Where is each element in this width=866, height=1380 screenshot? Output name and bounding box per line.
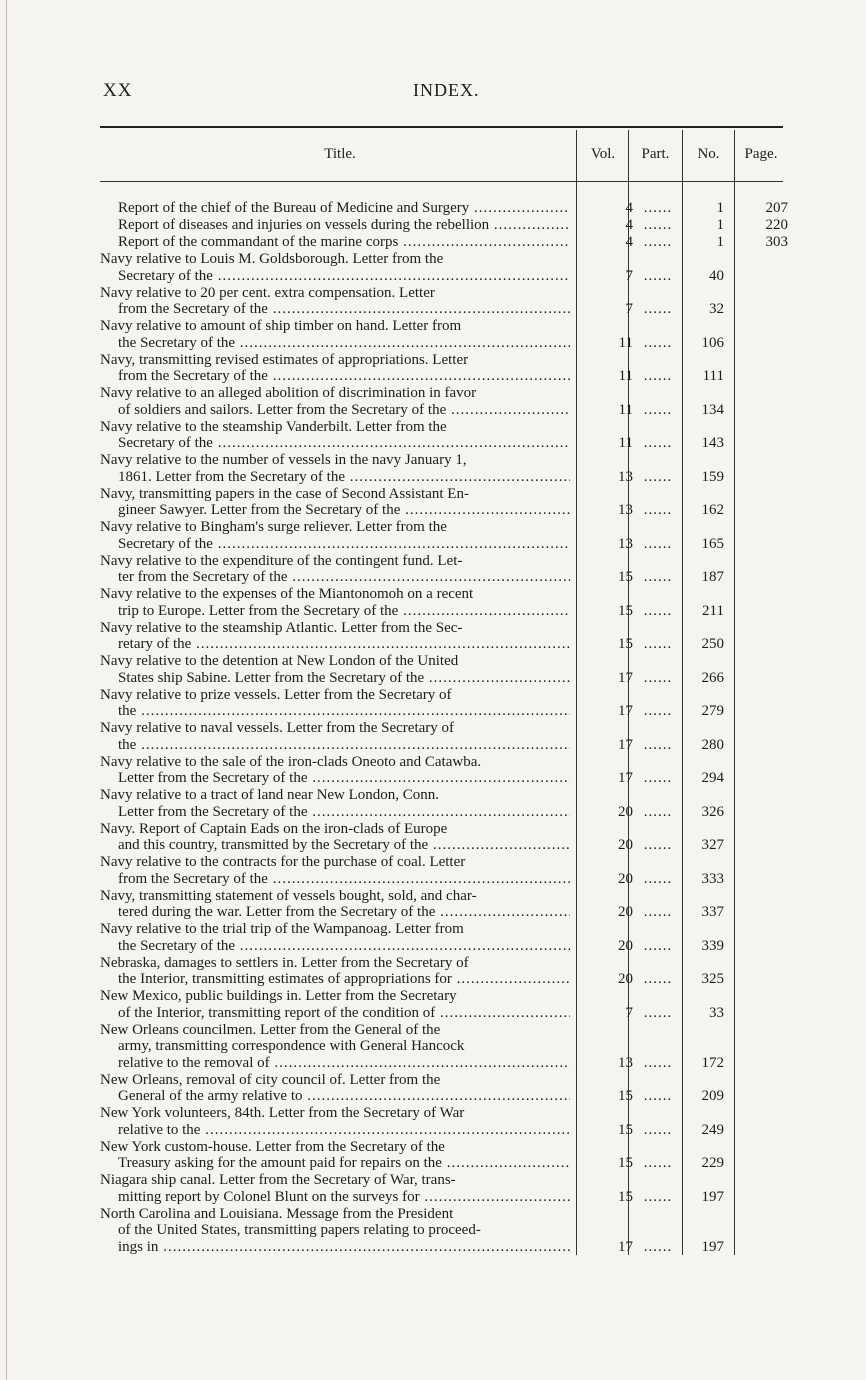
entry-part: ...... bbox=[643, 602, 673, 619]
entry-title-line: the ..... bbox=[100, 703, 570, 720]
index-entry bbox=[100, 754, 790, 787]
entry-no: 211 bbox=[702, 602, 724, 619]
entry-part: ...... bbox=[643, 569, 673, 585]
entry-title-line: New York custom-house. Letter from the Secretary of the bbox=[100, 1138, 445, 1155]
entry-title-line: of the United States, transmitting papers relating to proceed- bbox=[118, 1222, 481, 1238]
entry-no: 1 bbox=[716, 234, 724, 250]
entry-part: ...... bbox=[643, 803, 673, 820]
entry-no: 172 bbox=[701, 1054, 724, 1071]
entry-title-line: Navy relative to the detention at New London of the United bbox=[100, 653, 459, 669]
index-entry bbox=[100, 352, 790, 385]
entry-vol: 13 bbox=[618, 468, 633, 485]
entry-title-line: ter from the Secretary of the ..... bbox=[100, 569, 570, 586]
index-entry bbox=[100, 318, 790, 351]
entry-no: 143 bbox=[701, 435, 724, 451]
entry-vol: 15 bbox=[618, 569, 633, 585]
entry-title-line: Secretary of the ..... bbox=[100, 536, 570, 553]
entry-title-line: Report of diseases and injuries on vessels during the rebellion ..... bbox=[100, 217, 570, 234]
entry-title-line: army, transmitting correspondence with General Hancock bbox=[118, 1038, 465, 1054]
index-entry bbox=[100, 251, 790, 284]
entry-part: ...... bbox=[643, 267, 673, 284]
entry-page: 220 bbox=[765, 217, 788, 233]
entry-vol: 11 bbox=[618, 334, 633, 351]
entry-title-line: from the Secretary of the ..... bbox=[100, 368, 570, 385]
entry-part: ...... bbox=[643, 971, 673, 987]
index-entry bbox=[100, 955, 790, 988]
entry-title-line: relative to the removal of ..... bbox=[100, 1055, 570, 1072]
entry-title-line: Navy. Report of Captain Eads on the iron-clads of Europe bbox=[100, 820, 448, 837]
entry-no: 1 bbox=[716, 200, 724, 216]
entry-title-line: gineer Sawyer. Letter from the Secretary of the ..... bbox=[100, 502, 570, 519]
index-entry bbox=[100, 234, 790, 251]
entry-no: 326 bbox=[701, 803, 724, 820]
entry-no: 250 bbox=[701, 636, 724, 652]
entry-vol: 13 bbox=[618, 535, 633, 552]
entry-title-line: Navy, transmitting statement of vessels bought, sold, and char- bbox=[100, 887, 477, 904]
entry-vol: 15 bbox=[618, 636, 633, 652]
entry-part: ...... bbox=[643, 234, 673, 250]
entry-no: 197 bbox=[701, 1238, 724, 1255]
entry-part: ...... bbox=[643, 301, 673, 317]
entry-title-line: Navy relative to the steamship Vanderbilt. Letter from the bbox=[100, 418, 447, 435]
entry-title-line: tered during the war. Letter from the Secretary of the ..... bbox=[100, 904, 570, 921]
entry-title-line: New Orleans councilmen. Letter from the General of the bbox=[100, 1021, 441, 1038]
column-header-vol: Vol. bbox=[590, 146, 616, 162]
index-entry bbox=[100, 787, 790, 820]
index-entry bbox=[100, 1022, 790, 1072]
entry-title-line: from the Secretary of the ..... bbox=[100, 871, 570, 888]
entry-vol: 15 bbox=[618, 1121, 633, 1138]
index-entry bbox=[100, 452, 790, 485]
entry-part: ...... bbox=[643, 535, 673, 552]
entry-part: ...... bbox=[643, 636, 673, 652]
entry-part: ...... bbox=[643, 1155, 673, 1171]
entry-vol: 7 bbox=[625, 301, 633, 317]
entry-vol: 7 bbox=[625, 267, 633, 284]
index-entry bbox=[100, 888, 790, 921]
index-entry bbox=[100, 1105, 790, 1138]
entry-vol: 11 bbox=[618, 368, 633, 384]
entry-no: 40 bbox=[709, 267, 724, 284]
entry-title-line: the ..... bbox=[100, 737, 570, 754]
entry-no: 339 bbox=[701, 937, 724, 954]
entry-part: ...... bbox=[643, 1004, 673, 1021]
entry-vol: 13 bbox=[618, 1054, 633, 1071]
entry-title-line: Navy relative to Bingham's surge reliever. Letter from the bbox=[100, 519, 447, 535]
entry-title-line: of the Interior, transmitting report of the condition of ..... bbox=[100, 1005, 570, 1022]
entry-title-line: relative to the ..... bbox=[100, 1122, 570, 1139]
column-header-page: Page. bbox=[744, 146, 778, 162]
entry-part: ...... bbox=[643, 669, 673, 686]
entry-part: ...... bbox=[643, 837, 673, 853]
entry-title-line: Navy relative to the expenses of the Miantonomoh on a recent bbox=[100, 586, 474, 602]
entry-part: ...... bbox=[643, 1088, 673, 1104]
index-entry bbox=[100, 988, 790, 1021]
entry-no: 165 bbox=[701, 535, 724, 552]
entry-vol: 17 bbox=[618, 770, 633, 786]
index-entry bbox=[100, 486, 790, 519]
entry-no: 209 bbox=[701, 1088, 724, 1104]
index-entry bbox=[100, 217, 790, 234]
entry-no: 333 bbox=[701, 870, 724, 887]
entry-part: ...... bbox=[643, 703, 673, 719]
entry-title-line: Navy relative to prize vessels. Letter from the Secretary of bbox=[100, 686, 452, 703]
entry-vol: 17 bbox=[618, 703, 633, 719]
index-entry bbox=[100, 586, 790, 619]
entry-part: ...... bbox=[643, 736, 673, 753]
entry-no: 294 bbox=[701, 770, 724, 786]
index-entry bbox=[100, 653, 790, 686]
entry-part: ...... bbox=[643, 1188, 673, 1205]
entry-part: ...... bbox=[643, 904, 673, 920]
entry-vol: 15 bbox=[618, 1155, 633, 1171]
entry-part: ...... bbox=[643, 937, 673, 954]
entry-part: ...... bbox=[643, 217, 673, 233]
entry-no: 162 bbox=[701, 502, 724, 518]
entry-part: ...... bbox=[643, 334, 673, 351]
entry-vol: 11 bbox=[618, 435, 633, 451]
entry-vol: 17 bbox=[618, 669, 633, 686]
entry-title-line: Report of the chief of the Bureau of Medicine and Surgery ..... bbox=[100, 200, 570, 217]
entry-vol: 20 bbox=[618, 904, 633, 920]
column-header-no: No. bbox=[697, 146, 720, 162]
index-entry bbox=[100, 620, 790, 653]
entry-vol: 4 bbox=[625, 217, 633, 233]
page-number: XX bbox=[103, 80, 133, 101]
entry-vol: 20 bbox=[618, 803, 633, 820]
entry-title-line: States ship Sabine. Letter from the Secretary of the ..... bbox=[100, 670, 570, 687]
entry-title-line: Navy relative to the contracts for the purchase of coal. Letter bbox=[100, 854, 466, 870]
entry-vol: 20 bbox=[618, 837, 633, 853]
entry-vol: 4 bbox=[625, 200, 633, 216]
index-entry bbox=[100, 553, 790, 586]
entry-title-line: Navy relative to 20 per cent. extra compensation. Letter bbox=[100, 284, 435, 301]
entry-no: 187 bbox=[701, 569, 724, 585]
index-entry bbox=[100, 419, 790, 452]
entry-title-line: Navy relative to the expenditure of the contingent fund. Let- bbox=[100, 552, 463, 569]
entry-no: 266 bbox=[701, 669, 724, 686]
index-entry bbox=[100, 720, 790, 753]
entry-title-line: Letter from the Secretary of the ..... bbox=[100, 770, 570, 787]
entry-vol: 20 bbox=[618, 937, 633, 954]
entry-vol: 17 bbox=[618, 1238, 633, 1255]
entry-vol: 11 bbox=[618, 401, 633, 418]
page-edge bbox=[6, 0, 7, 1380]
entry-no: 106 bbox=[701, 334, 724, 351]
entry-no: 197 bbox=[701, 1188, 724, 1205]
entry-title-line: New York volunteers, 84th. Letter from the Secretary of War bbox=[100, 1105, 465, 1121]
index-entry bbox=[100, 1172, 790, 1205]
entry-title-line: Navy relative to amount of ship timber on hand. Letter from bbox=[100, 318, 462, 334]
index-entry bbox=[100, 385, 790, 418]
entry-part: ...... bbox=[643, 1121, 673, 1138]
entry-title-line: Navy relative to the number of vessels in the navy January 1, bbox=[100, 452, 467, 468]
entry-vol: 15 bbox=[618, 1188, 633, 1205]
entry-vol: 20 bbox=[618, 870, 633, 887]
entry-title-line: Navy relative to the sale of the iron-clads Oneoto and Catawba. bbox=[100, 753, 482, 770]
entry-title-line: Niagara ship canal. Letter from the Secretary of War, trans- bbox=[100, 1172, 456, 1188]
entry-vol: 15 bbox=[618, 602, 633, 619]
entry-vol: 17 bbox=[618, 736, 633, 753]
entry-no: 134 bbox=[701, 401, 724, 418]
entry-vol: 13 bbox=[618, 502, 633, 518]
entry-part: ...... bbox=[643, 770, 673, 786]
entry-title-line: Navy relative to Louis M. Goldsborough. Letter from the bbox=[100, 251, 444, 267]
index-entry bbox=[100, 1139, 790, 1172]
entry-part: ...... bbox=[643, 1054, 673, 1071]
entry-part: ...... bbox=[643, 401, 673, 418]
entry-title-line: New Orleans, removal of city council of. Letter from the bbox=[100, 1071, 441, 1088]
column-header-title: Title. bbox=[324, 146, 356, 162]
entry-no: 33 bbox=[709, 1004, 724, 1021]
column-header-part: Part. bbox=[641, 146, 670, 162]
index-entry bbox=[100, 687, 790, 720]
index-entry bbox=[100, 1206, 790, 1256]
entry-title-line: Navy, transmitting revised estimates of appropriations. Letter bbox=[100, 351, 469, 368]
entry-part: ...... bbox=[643, 435, 673, 451]
entry-title-line: Secretary of the ..... bbox=[100, 268, 570, 285]
entry-page: 207 bbox=[765, 200, 788, 216]
entry-title-line: New Mexico, public buildings in. Letter from the Secretary bbox=[100, 988, 457, 1004]
entry-no: 249 bbox=[701, 1121, 724, 1138]
entry-part: ...... bbox=[643, 1238, 673, 1255]
entry-vol: 4 bbox=[625, 234, 633, 250]
top-rule bbox=[100, 126, 783, 128]
index-entry bbox=[100, 200, 790, 217]
entry-title-line: Secretary of the ..... bbox=[100, 435, 570, 452]
entry-vol: 7 bbox=[625, 1004, 633, 1021]
entry-vol: 15 bbox=[618, 1088, 633, 1104]
entry-no: 229 bbox=[701, 1155, 724, 1171]
entry-vol: 20 bbox=[618, 971, 633, 987]
entry-part: ...... bbox=[643, 200, 673, 216]
entry-part: ...... bbox=[643, 870, 673, 887]
index-entry bbox=[100, 921, 790, 954]
entry-title-line: North Carolina and Louisiana. Message from the President bbox=[100, 1205, 454, 1222]
entry-title-line: the Secretary of the ..... bbox=[100, 335, 570, 352]
entry-title-line: and this country, transmitted by the Secretary of the ..... bbox=[100, 837, 570, 854]
entry-title-line: retary of the ..... bbox=[100, 636, 570, 653]
entry-part: ...... bbox=[643, 368, 673, 384]
entry-title-line: Letter from the Secretary of the ..... bbox=[100, 804, 570, 821]
entry-title-line: Navy relative to the trial trip of the Wampanoag. Letter from bbox=[100, 921, 464, 937]
entry-no: 325 bbox=[701, 971, 724, 987]
entry-title-line: Navy relative to a tract of land near New London, Conn. bbox=[100, 787, 440, 803]
index-entry bbox=[100, 519, 790, 552]
entry-title-line: from the Secretary of the ..... bbox=[100, 301, 570, 318]
entry-title-line: the Secretary of the ..... bbox=[100, 938, 570, 955]
entry-no: 111 bbox=[702, 368, 724, 384]
page-header bbox=[103, 80, 776, 106]
header-rule bbox=[100, 181, 783, 182]
entry-no: 279 bbox=[701, 703, 724, 719]
entry-title-line: General of the army relative to ..... bbox=[100, 1088, 570, 1105]
entry-title-line: Treasury asking for the amount paid for repairs on the ..... bbox=[100, 1155, 570, 1172]
entry-no: 32 bbox=[709, 301, 724, 317]
entry-no: 337 bbox=[701, 904, 724, 920]
entry-title-line: of soldiers and sailors. Letter from the Secretary of the ..... bbox=[100, 402, 570, 419]
running-title: INDEX. bbox=[413, 80, 480, 100]
entry-title-line: Navy relative to naval vessels. Letter from the Secretary of bbox=[100, 720, 455, 736]
entry-title-line: Navy relative to the steamship Atlantic. Letter from the Sec- bbox=[100, 619, 463, 636]
entry-title-line: trip to Europe. Letter from the Secretary of the ..... bbox=[100, 603, 570, 620]
entry-title-line: Navy relative to an alleged abolition of discrimination in favor bbox=[100, 385, 477, 401]
index-entry bbox=[100, 854, 790, 887]
entry-no: 1 bbox=[716, 217, 724, 233]
entry-title-line: Nebraska, damages to settlers in. Letter from the Secretary of bbox=[100, 954, 469, 971]
entry-page: 303 bbox=[765, 234, 788, 250]
entry-title-line: the Interior, transmitting estimates of appropriations for ..... bbox=[100, 971, 570, 988]
entry-title-line: mitting report by Colonel Blunt on the surveys for ..... bbox=[100, 1189, 570, 1206]
entry-no: 327 bbox=[701, 837, 724, 853]
entry-no: 280 bbox=[701, 736, 724, 753]
entry-part: ...... bbox=[643, 468, 673, 485]
entry-no: 159 bbox=[701, 468, 724, 485]
entry-title-line: ings in ..... bbox=[100, 1239, 570, 1256]
entry-title-line: 1861. Letter from the Secretary of the ..... bbox=[100, 469, 570, 486]
index-entry bbox=[100, 285, 790, 318]
entry-title-line: Navy, transmitting papers in the case of Second Assistant En- bbox=[100, 485, 469, 502]
entry-title-line: Report of the commandant of the marine corps ..... bbox=[100, 234, 570, 251]
entry-part: ...... bbox=[643, 502, 673, 518]
index-entry bbox=[100, 821, 790, 854]
index-entry bbox=[100, 1072, 790, 1105]
